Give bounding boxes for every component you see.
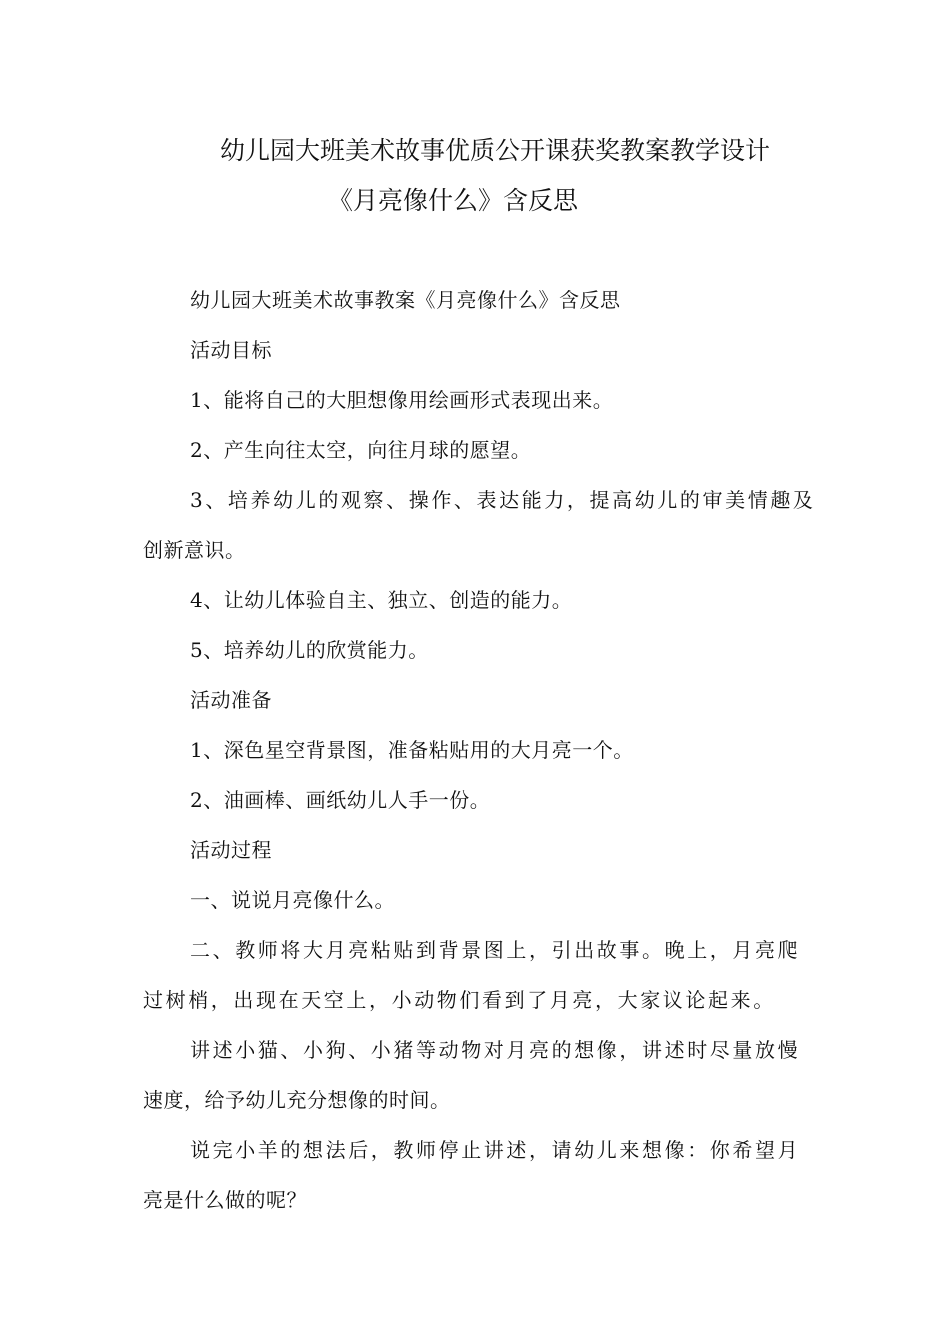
process-heading: 活动过程 <box>190 838 272 862</box>
document-title-line-2: 《月亮像什么》含反思 <box>328 186 579 215</box>
process-step-4-line-1: 说完小羊的想法后，教师停止讲述，请幼儿来想像：你希望月 <box>190 1138 801 1162</box>
prep-item-1: 1、深色星空背景图，准备粘贴用的大月亮一个。 <box>190 738 634 762</box>
goal-item-3-line-2: 创新意识。 <box>143 538 246 562</box>
goal-item-4: 4、让幼儿体验自主、独立、创造的能力。 <box>190 588 573 612</box>
process-step-3-line-1: 讲述小猫、小狗、小猪等动物对月亮的想像，讲述时尽量放慢 <box>190 1038 801 1062</box>
process-step-3-line-2: 速度，给予幼儿充分想像的时间。 <box>143 1088 451 1112</box>
process-step-1: 一、说说月亮像什么。 <box>190 888 395 912</box>
goal-item-3-line-1: 3、培养幼儿的观察、操作、表达能力，提高幼儿的审美情趣及 <box>190 488 816 512</box>
prep-item-2: 2、油画棒、画纸幼儿人手一份。 <box>190 788 491 812</box>
process-step-2-line-2: 过树梢，出现在天空上，小动物们看到了月亮，大家议论起来。 <box>143 988 776 1012</box>
process-step-4-line-2: 亮是什么做的呢？ <box>143 1188 307 1212</box>
goal-item-2: 2、产生向往太空，向往月球的愿望。 <box>190 438 532 462</box>
process-step-2-line-1: 二、教师将大月亮粘贴到背景图上，引出故事。晚上，月亮爬 <box>190 938 801 962</box>
lesson-subtitle: 幼儿园大班美术故事教案《月亮像什么》含反思 <box>190 288 621 312</box>
goal-item-1: 1、能将自己的大胆想像用绘画形式表现出来。 <box>190 388 614 412</box>
document-title-line-1: 幼儿园大班美术故事优质公开课获奖教案教学设计 <box>220 136 771 165</box>
goal-item-5: 5、培养幼儿的欣赏能力。 <box>190 638 429 662</box>
goals-heading: 活动目标 <box>190 338 272 362</box>
prep-heading: 活动准备 <box>190 688 272 712</box>
